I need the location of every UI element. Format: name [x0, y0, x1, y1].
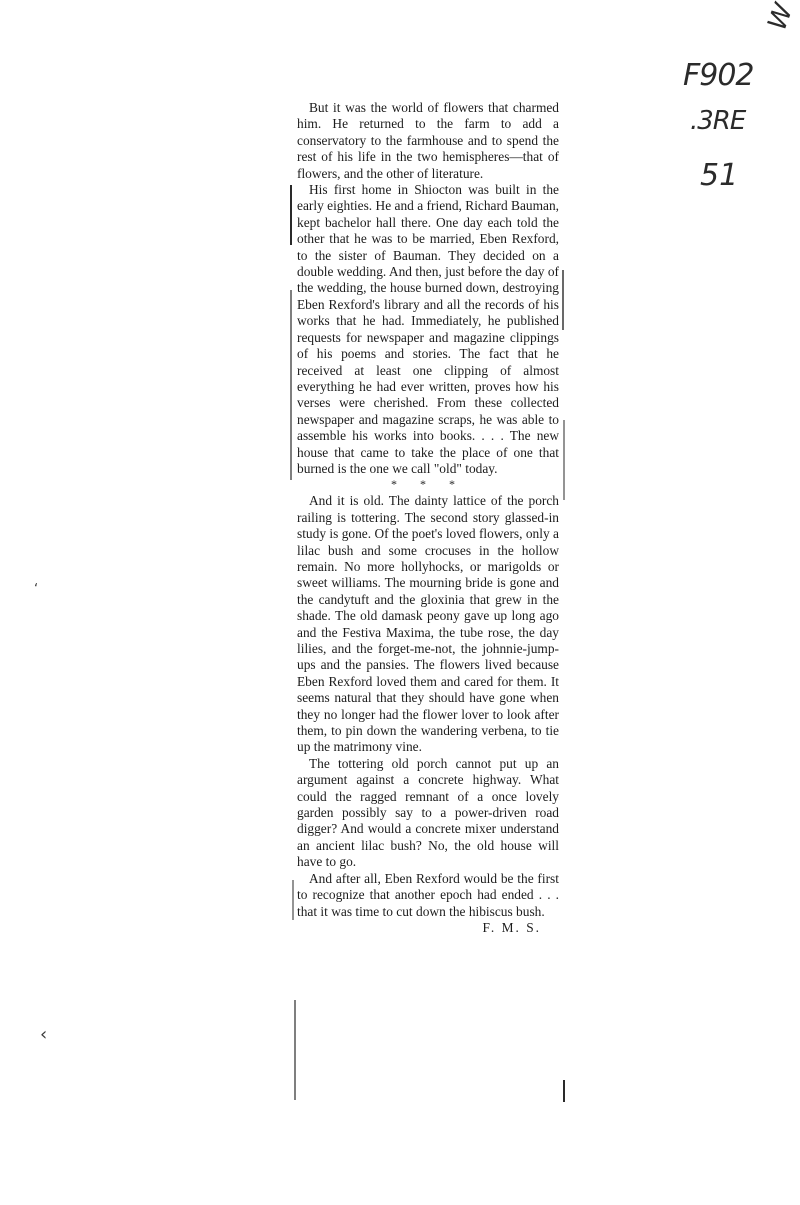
- clipping-left-edge: [292, 880, 294, 920]
- code-annotation: .3RE: [690, 106, 746, 136]
- section-separator: * * *: [391, 477, 465, 492]
- article-paragraph: And after all, Eben Rexford would be the first to recognize that another epoch had ended . . . that it was time to cut down the hibiscus bush.: [297, 870, 559, 919]
- clipping-left-edge: [290, 185, 292, 245]
- folder-annotation: F902: [683, 58, 754, 93]
- newspaper-clipping: [297, 100, 559, 936]
- number-annotation: 51: [700, 158, 739, 193]
- clipping-left-edge: [294, 1000, 296, 1100]
- article-paragraph: His first home in Shiocton was built in the early eighties. He and a friend, Richard Bauman, kept bachelor hall there. One day each told the other that he was to be married, Eben Rexford, to the sister of Bauman. They decided on a double wedding. And then, just before the day of the wedding, the house burned down, destroying Eben Rexford's library and all the records of his works that he had. Immediately, he published requests for newspaper and magazine clippings of his poems and stories. The fact that he received at least one clipping of almost everything he had ever written, proves how his verses were cherished. From these collected newspaper and magazine scraps, he was able to assemble his works into books. . . . The new house that came to take the place of one that burned is the one we call "old" today.: [297, 182, 559, 476]
- article-paragraph: But it was the world of flowers that charmed him. He returned to the farm to add a conservatory to the farmhouse and to spend the rest of his life in the two hemispheres—that of flowers, and the other of literature.: [297, 100, 559, 181]
- article-paragraph: The tottering old porch cannot put up an argument against a concrete highway. What could the ragged remnant of a once lovely garden possibly say to a power-driven road digger? And would a concrete mixer understand an ancient lilac bush? No, the old house will have to go.: [297, 755, 559, 870]
- clipping-right-edge: [563, 1080, 565, 1102]
- scan-mark: ‘: [34, 582, 39, 597]
- clipping-right-edge: [562, 270, 564, 330]
- article-paragraph: And it is old. The dainty lattice of the porch railing is tottering. The second story glassed-in study is gone. Of the poet's loved flowers, only a lilac bush and some crocuses in the hollow remain. No more hollyhocks, or marigolds or sweet williams. The mourning bride is gone and the candytuft and the gloxinia that grew in the shade. The old damask peony gave up long ago and the Festiva Maxima, the tube rose, the day lilies, and the forget-me-not, the johnnie-jump-ups and the pansies. The flowers lived because Eben Rexford loved them and cared for them. It seems natural that they should have gone when they no longer had the flower lover to look after them, to pin down the wandering verbena, to tie up the matrimony vine.: [297, 493, 559, 755]
- clipping-right-edge: [563, 420, 565, 500]
- author-signature: F. M. S.: [482, 919, 541, 935]
- scan-mark: ‹: [40, 1024, 48, 1045]
- corner-annotation: W: [762, 0, 800, 35]
- clipping-left-edge: [290, 290, 292, 480]
